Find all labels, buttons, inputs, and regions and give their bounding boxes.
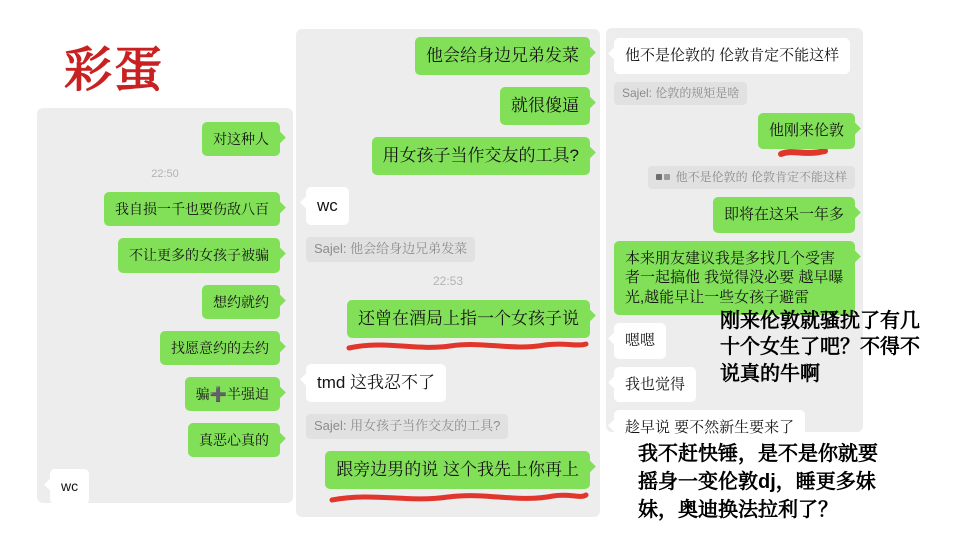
chat-message bbox=[306, 87, 590, 125]
chat-message bbox=[50, 469, 280, 503]
received-bubble: 我也觉得 bbox=[614, 367, 696, 403]
chat-message bbox=[614, 197, 855, 233]
chat-message bbox=[50, 285, 280, 319]
sent-bubble: 用女孩子当作交友的工具? bbox=[372, 137, 590, 175]
chat-message bbox=[50, 377, 280, 411]
quote-image-icon bbox=[656, 174, 670, 180]
received-bubble: 他不是伦敦的 伦敦肯定不能这样 bbox=[614, 38, 850, 74]
quote-chip-text: 他不是伦敦的 伦敦肯定不能这样 bbox=[675, 169, 847, 184]
sent-bubble: 骗➕半强迫 bbox=[185, 377, 280, 411]
sent-bubble: 我自损一千也要伤敌八百 bbox=[104, 192, 280, 226]
chat-message bbox=[306, 187, 590, 225]
chat-message bbox=[614, 113, 855, 158]
chat-message bbox=[306, 300, 590, 352]
red-underline-scribble bbox=[328, 489, 590, 505]
chat-message bbox=[614, 82, 855, 106]
quote-chip bbox=[614, 82, 747, 106]
chat-message bbox=[614, 38, 855, 74]
chat-message bbox=[50, 168, 280, 180]
chat-message bbox=[614, 166, 855, 190]
chat-message bbox=[306, 364, 590, 402]
sent-bubble: 不让更多的女孩子被骗 bbox=[118, 238, 280, 272]
chat-message bbox=[306, 274, 590, 288]
received-bubble: wc bbox=[306, 187, 349, 225]
sent-bubble: 想约就约 bbox=[202, 285, 280, 319]
received-bubble: 嗯嗯 bbox=[614, 323, 666, 359]
chat-message bbox=[614, 241, 855, 316]
sent-bubble: 对这种人 bbox=[202, 122, 280, 156]
chat-message bbox=[306, 137, 590, 175]
quote-chip-text: Sajel: 他会给身边兄弟发菜 bbox=[314, 241, 468, 257]
chat-message bbox=[50, 192, 280, 226]
red-underline-scribble bbox=[345, 338, 590, 352]
quote-chip bbox=[648, 166, 855, 190]
chat-screenshot-left bbox=[37, 108, 293, 503]
sent-bubble: 即将在这呆一年多 bbox=[713, 197, 855, 233]
slide-title: 彩蛋 bbox=[64, 44, 165, 97]
sent-bubble: 跟旁边男的说 这个我先上你再上 bbox=[325, 451, 590, 489]
sent-bubble: 他刚来伦敦 bbox=[758, 113, 855, 149]
quote-chip-text: Sajel: 用女孩子当作交友的工具? bbox=[314, 418, 501, 434]
annotation-text-2: 我不赶快锤，是不是你就要摇身一变伦敦dj，睡更多妹妹，奥迪换法拉利了？ bbox=[638, 443, 878, 521]
received-bubble: 趁早说 要不然新生要来了 bbox=[614, 410, 805, 446]
timestamp: 22:53 bbox=[432, 274, 464, 289]
chat-message bbox=[50, 238, 280, 272]
chat-message bbox=[306, 414, 590, 439]
chat-message bbox=[50, 331, 280, 365]
sent-bubble: 本来朋友建议我是多找几个受害者一起搞他 我觉得没必要 越早曝光,越能早让一些女孩子避雷 bbox=[614, 241, 855, 316]
quote-chip-text: Sajel: 伦敦的规矩是啥 bbox=[622, 85, 740, 100]
chat-message bbox=[306, 451, 590, 505]
timestamp: 22:50 bbox=[151, 168, 179, 181]
chat-message bbox=[50, 122, 280, 156]
quote-chip bbox=[306, 414, 508, 439]
chat-message bbox=[306, 37, 590, 75]
sent-bubble: 他会给身边兄弟发菜 bbox=[415, 37, 590, 75]
chat-message bbox=[50, 423, 280, 457]
received-bubble: tmd 这我忍不了 bbox=[306, 364, 446, 402]
sent-bubble: 真恶心真的 bbox=[188, 423, 280, 457]
quote-chip bbox=[306, 237, 475, 262]
chat-message bbox=[306, 237, 590, 262]
sent-bubble: 就很傻逼 bbox=[500, 87, 590, 125]
sent-bubble: 找愿意约的去约 bbox=[160, 331, 280, 365]
chat-screenshot-middle bbox=[296, 29, 600, 517]
annotation-text-1: 刚来伦敦就骚扰了有几十个女生了吧？不得不说真的牛啊 bbox=[720, 310, 920, 385]
sent-bubble: 还曾在酒局上指一个女孩子说 bbox=[347, 300, 590, 338]
received-bubble: wc bbox=[50, 469, 89, 503]
